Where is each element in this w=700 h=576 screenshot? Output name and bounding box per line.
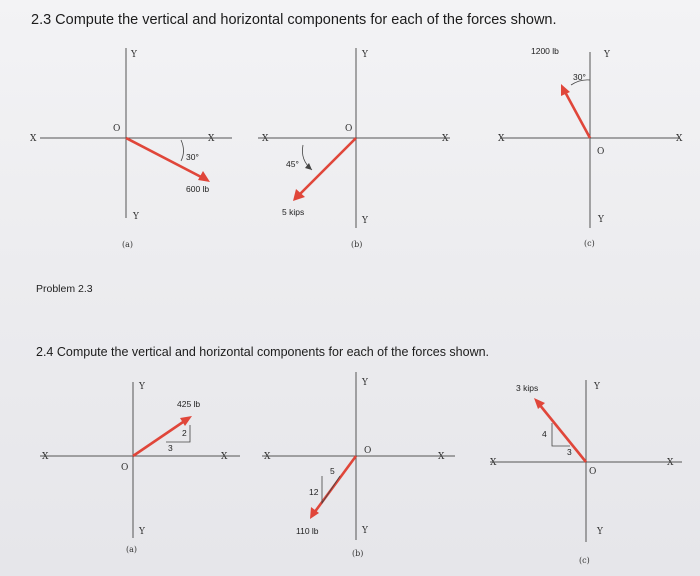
x-axis-label-left: X <box>42 452 49 462</box>
x-axis-label-right: X <box>676 134 683 144</box>
x-axis-label-right: X <box>442 134 449 144</box>
y-axis-label-bottom: Y <box>598 215 604 225</box>
force-arrowhead <box>180 416 192 426</box>
y-axis-label-bottom: Y <box>139 527 145 537</box>
problem-2-4-heading: 2.4 Compute the vertical and horizontal components for each of the forces shown. <box>36 345 490 359</box>
origin-label: O <box>597 147 605 157</box>
slope-horizontal-label: 3 <box>567 447 572 457</box>
force-arrow-line <box>564 90 590 138</box>
figure-caption: (b) <box>351 240 363 249</box>
figure-2-3-c <box>498 46 683 248</box>
angle-label: 30° <box>186 152 199 162</box>
slope-vertical-label: 2 <box>182 428 187 438</box>
force-label: 600 lb <box>186 184 210 194</box>
x-axis-label-right: X <box>438 452 445 462</box>
x-axis-label-left: X <box>498 134 505 144</box>
x-axis-label-right: X <box>667 458 674 468</box>
y-axis-label-top: Y <box>362 50 368 60</box>
force-label: 110 lb <box>296 526 319 536</box>
y-axis-label-top: Y <box>131 50 137 60</box>
problem-2-3-heading: 2.3 Compute the vertical and horizontal components for each of the forces shown. <box>31 12 557 28</box>
figure-caption: (a) <box>126 545 138 554</box>
origin-label: O <box>121 463 129 473</box>
x-axis-label-left: X <box>264 452 271 462</box>
x-axis-label-right: X <box>221 452 228 462</box>
slope-horizontal-label: 5 <box>330 466 335 476</box>
slope-triangle <box>552 423 570 446</box>
figure-caption: (c) <box>579 556 590 565</box>
figure-2-4-c <box>490 380 682 565</box>
x-axis-label-left: X <box>490 458 497 468</box>
y-axis-label-top: Y <box>594 382 600 392</box>
force-label: 425 lb <box>177 399 201 409</box>
figure-2-3-a <box>30 48 232 249</box>
force-label: 5 kips <box>282 207 305 217</box>
origin-label: O <box>113 124 121 134</box>
y-axis-label-bottom: Y <box>597 527 603 537</box>
figure-caption: (a) <box>122 240 134 249</box>
y-axis-label-bottom: Y <box>362 216 368 226</box>
problem-2-3-label: Problem 2.3 <box>36 283 93 295</box>
x-axis-label-left: X <box>262 134 269 144</box>
angle-label: 30° <box>573 72 586 82</box>
figure-caption: (b) <box>352 549 364 558</box>
figure-2-3-b <box>258 48 450 249</box>
origin-label: O <box>345 124 353 134</box>
force-arrow-line <box>133 420 186 456</box>
x-axis-label-left: X <box>30 134 37 144</box>
force-arrow-line <box>314 456 356 513</box>
y-axis-label-top: Y <box>362 378 368 388</box>
figure-caption: (c) <box>584 239 595 248</box>
angle-arc <box>181 140 184 161</box>
y-axis-label-bottom: Y <box>362 526 368 536</box>
y-axis-label-bottom: Y <box>133 212 139 222</box>
slope-vertical-label: 12 <box>309 487 319 497</box>
origin-label: O <box>364 446 372 456</box>
slope-horizontal-label: 3 <box>168 443 173 453</box>
slope-triangle <box>322 476 340 503</box>
x-axis-label-right: X <box>208 134 215 144</box>
figure-2-4-b <box>262 372 455 558</box>
figure-2-4-a <box>40 382 240 554</box>
y-axis-label-top: Y <box>604 50 610 60</box>
origin-label: O <box>589 467 597 477</box>
angle-label: 45° <box>286 159 299 169</box>
slope-vertical-label: 4 <box>542 429 547 439</box>
y-axis-label-top: Y <box>139 382 145 392</box>
force-label: 1200 lb <box>531 46 559 56</box>
force-label: 3 kips <box>516 383 539 393</box>
